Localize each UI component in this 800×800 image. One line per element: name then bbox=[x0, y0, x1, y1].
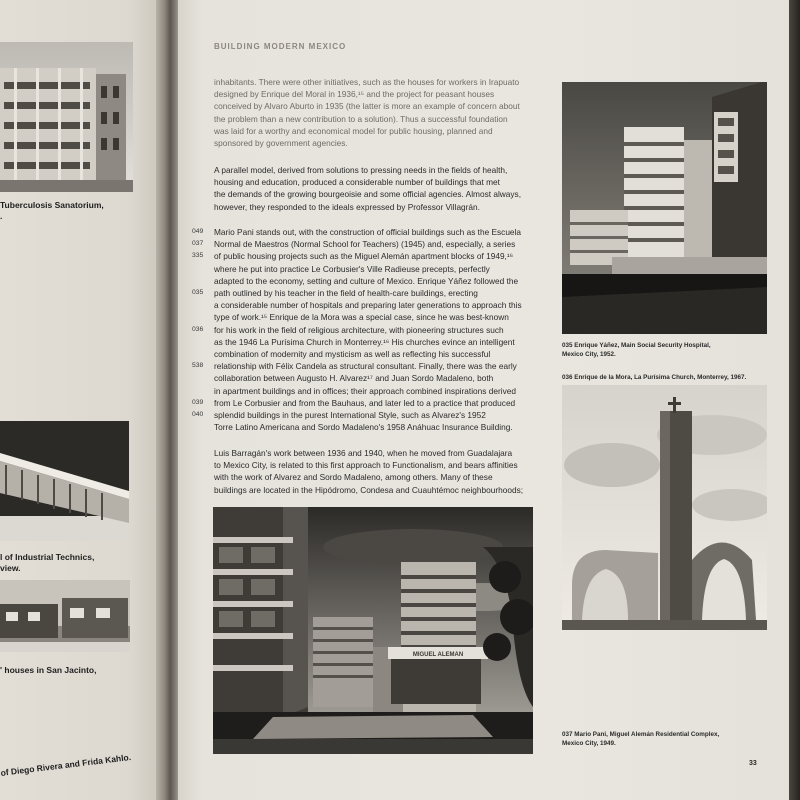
body-paragraph-3 bbox=[214, 226, 536, 433]
text-line: buildings are located in the Hipódromo, Condesa and Cuauhtémoc neighbourhoods; bbox=[214, 484, 524, 495]
text-line: adapted to the economy, setting and culture of Mexico. Enrique Yáñez followed the bbox=[214, 275, 519, 286]
sanatorium-photo bbox=[0, 42, 133, 192]
figure-035-photo bbox=[562, 82, 767, 334]
text-line: designed by Enrique del Moral in 1936,¹⁵ and the project for peasant houses bbox=[214, 89, 495, 100]
hospital-illustration bbox=[562, 82, 767, 334]
figure-ref: 035 bbox=[192, 289, 204, 296]
caption-houses bbox=[0, 665, 97, 676]
text-line: for his work in the field of religious architecture, with pioneering structures such bbox=[214, 324, 504, 335]
caption-037-line2: Mexico City, 1949. bbox=[562, 740, 616, 748]
caption-industrial-line1: l of Industrial Technics, bbox=[0, 552, 95, 562]
body-paragraph-2 bbox=[214, 164, 536, 213]
text-line: a considerable number of hospitals and preparing later generations to approach this bbox=[214, 300, 522, 311]
caption-industrial bbox=[0, 552, 94, 575]
body-paragraph-1 bbox=[214, 76, 536, 149]
text-line: Normal de Maestros (Normal School for Teachers) (1945) and, especially, a series bbox=[214, 239, 516, 250]
figure-ref: 049 bbox=[192, 228, 204, 235]
text-line: in apartment buildings and in offices; their approach combined inspirations derived bbox=[214, 385, 516, 396]
page-edge-shadow bbox=[789, 0, 800, 800]
caption-industrial-line2: view. bbox=[0, 563, 21, 574]
text-line: the problem than a new contribution to a solution). Thus a successful foundation bbox=[214, 113, 508, 124]
caption-sanatorium-line2: . bbox=[0, 211, 3, 222]
body-paragraph-4 bbox=[214, 447, 536, 496]
text-line: the demands of the growing bourgeoisie and some official agencies. Almost always, bbox=[214, 189, 522, 200]
caption-037-line1: 037 Mario Pani, Miguel Alemán Residential Complex, bbox=[562, 731, 720, 738]
caption-houses-line1: ' houses in San Jacinto, bbox=[0, 665, 97, 675]
figure-ref: 538 bbox=[192, 362, 204, 370]
text-line: Luis Barragán's work between 1936 and 1940, when he moved from Guadalajara bbox=[214, 448, 513, 458]
church-illustration bbox=[562, 385, 767, 630]
caption-figure-037 bbox=[562, 730, 719, 748]
caption-rivera-kahlo-line1: of Diego Rivera and Frida Kahlo. bbox=[0, 751, 132, 778]
figure-ref: 335 bbox=[192, 252, 204, 260]
sanatorium-illustration bbox=[0, 42, 133, 192]
figure-037-photo bbox=[213, 507, 533, 754]
text-line: Torre Latino Americana and Sordo Madaleno's 1958 Anáhuac Insurance Building. bbox=[214, 422, 513, 433]
text-line: housing and education, produced a considerable number of buildings that met bbox=[214, 177, 500, 188]
page-number: 33 bbox=[749, 760, 757, 767]
text-line: to Mexico City, is related to this first approach to Functionalism, and bears affinities bbox=[214, 460, 518, 471]
running-header: BUILDING MODERN MEXICO bbox=[214, 42, 347, 51]
text-line: A parallel model, derived from solutions to pressing needs in the fields of health, bbox=[214, 165, 508, 175]
caption-036-line1: 036 Enrique de la Mora, La Purísima Church, Monterrey, 1967. bbox=[562, 374, 747, 381]
text-line: was laid for a worthy and economical model for public housing, planned and bbox=[214, 125, 493, 136]
figure-ref: 036 bbox=[192, 325, 204, 333]
building-sign-text: MIGUEL ALEMAN bbox=[412, 652, 464, 658]
text-line: collaboration between Augusto H. Alvarez¹⁷ and Juan Sordo Madaleno, both bbox=[214, 373, 494, 384]
text-line: path outlined by his teacher in the field of health-care buildings, erecting bbox=[214, 288, 478, 299]
houses-illustration bbox=[0, 580, 130, 652]
industrial-school-illustration bbox=[0, 421, 129, 541]
text-line: with the work of Alvarez and Sordo Madaleno, among others. Many of these bbox=[214, 472, 493, 483]
text-line: of public housing projects such as the Miguel Alemán apartment blocks of 1949,¹⁶ bbox=[214, 251, 514, 262]
text-line: where he put into practice Le Corbusier's Ville Radieuse precepts, perfectly bbox=[214, 263, 490, 274]
figure-ref: 037 bbox=[192, 240, 204, 248]
residential-complex-illustration bbox=[213, 507, 533, 754]
text-line: type of work.¹⁵ Enrique de la Mora was a special case, since he was best-known bbox=[214, 312, 509, 323]
industrial-school-photo bbox=[0, 421, 129, 541]
caption-sanatorium-line1: Tuberculosis Sanatorium, bbox=[0, 200, 104, 210]
text-line: relationship with Félix Candela as structural consultant. Finally, there was the early bbox=[214, 361, 517, 372]
caption-035-line2: Mexico City, 1952. bbox=[562, 351, 616, 359]
houses-photo bbox=[0, 580, 130, 652]
text-line: splendid buildings in the purest International Style, such as Alvarez's 1952 bbox=[214, 410, 486, 421]
text-line: Mario Pani stands out, with the construction of official buildings such as the Escuela bbox=[214, 227, 522, 237]
caption-sanatorium bbox=[0, 200, 104, 223]
figure-ref: 040 bbox=[192, 411, 204, 418]
text-line: however, they responded to the ideals expressed by Professor Villagrán. bbox=[214, 201, 480, 212]
text-line: from Le Corbusier and from the Bauhaus, and later led to a practice that produced bbox=[214, 397, 516, 408]
figure-036-photo bbox=[562, 385, 767, 630]
text-line: conceived by Alvaro Aburto in 1935 (the latter is more an example of concern about bbox=[214, 101, 520, 112]
caption-035-line1: 035 Enrique Yáñez, Main Social Security Hospital, bbox=[562, 342, 711, 349]
text-line: inhabitants. There were other initiatives, such as the houses for workers in Irapuato bbox=[214, 77, 520, 87]
caption-figure-035 bbox=[562, 341, 711, 359]
caption-figure-036 bbox=[562, 373, 746, 382]
figure-ref: 039 bbox=[192, 398, 204, 406]
text-line: sponsored by government agencies. bbox=[214, 138, 348, 149]
text-line: as the 1946 La Purísima Church in Monterrey.¹⁶ His churches evince an intelligent bbox=[214, 336, 515, 347]
text-line: combination of modernity and mysticism as well as reflecting his successful bbox=[214, 349, 491, 360]
